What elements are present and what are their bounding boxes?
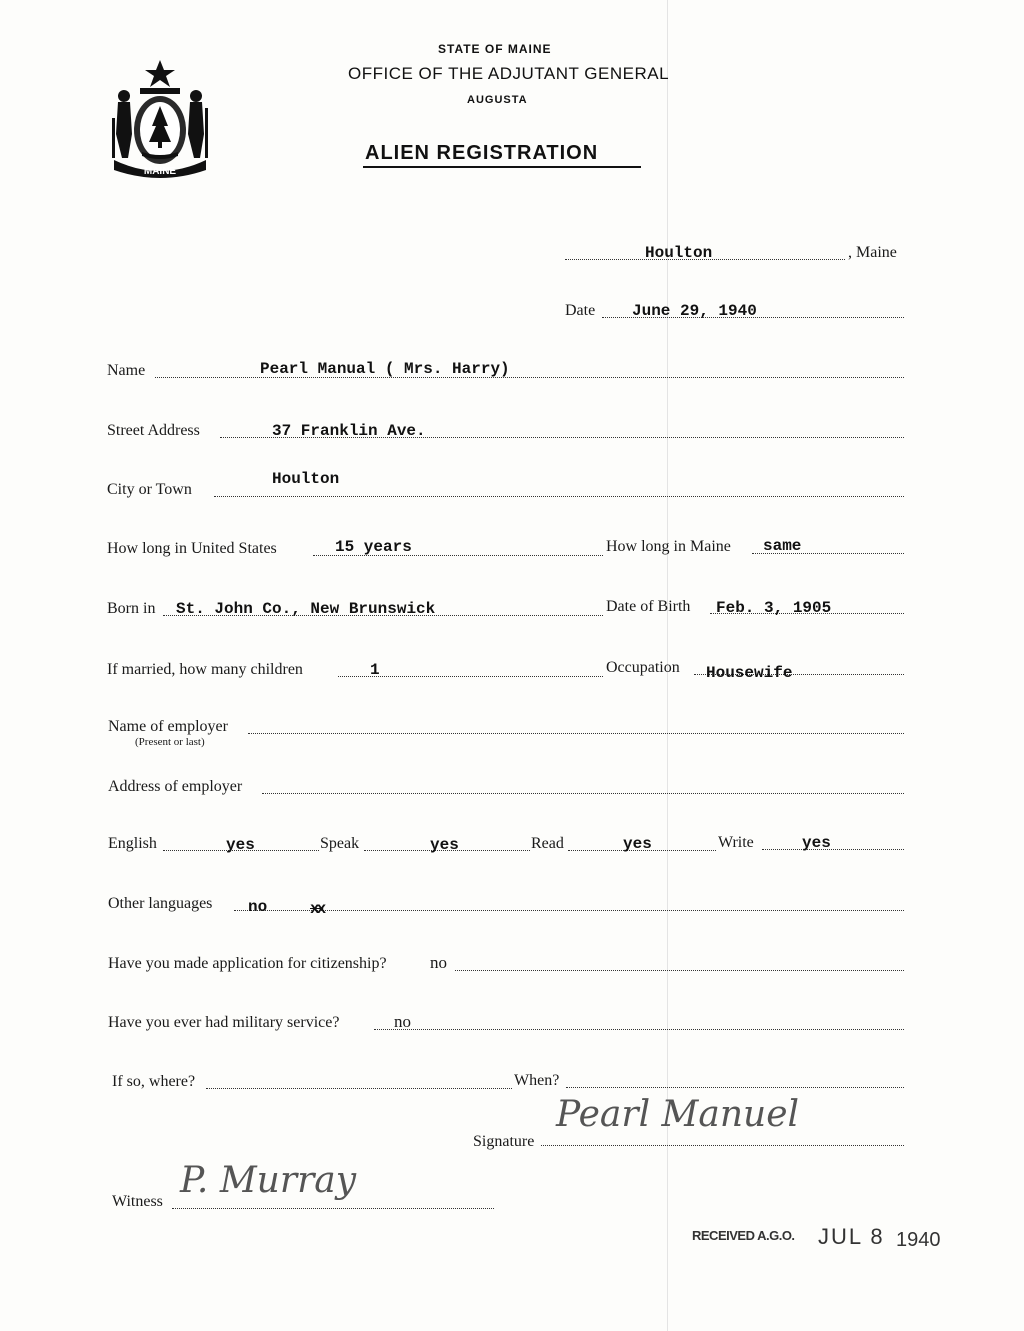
struck-out-text: xx: [310, 900, 324, 918]
state-heading: STATE OF MAINE: [438, 42, 552, 56]
place-value: Houlton: [645, 244, 713, 262]
city-label: City or Town: [107, 481, 192, 498]
military-label: Have you ever had military service?: [108, 1014, 340, 1031]
us-duration-label: How long in United States: [107, 540, 277, 557]
citizenship-line: [455, 970, 904, 971]
citizenship-label: Have you made application for citizenship?: [108, 955, 387, 972]
read-value: yes: [623, 835, 652, 853]
witness-line: [172, 1208, 494, 1209]
signature-value: Pearl Manuel: [556, 1094, 800, 1135]
received-stamp-text: RECEIVED A.G.O.: [692, 1228, 795, 1243]
dob-label: Date of Birth: [606, 598, 691, 615]
maine-duration-label: How long in Maine: [606, 538, 731, 555]
employer-line: [248, 733, 904, 734]
street-value: 37 Franklin Ave.: [272, 422, 426, 440]
occupation-label: Occupation: [606, 659, 680, 676]
where-label: If so, where?: [112, 1073, 196, 1090]
where-line: [206, 1088, 512, 1089]
write-label: Write: [718, 834, 754, 851]
born-in-label: Born in: [107, 600, 156, 617]
city-value: Houlton: [272, 470, 340, 488]
date-label: Date: [565, 302, 596, 319]
citizenship-value: no: [430, 953, 447, 972]
date-value: June 29, 1940: [632, 302, 757, 320]
us-duration-value: 15 years: [335, 538, 412, 556]
signature-label: Signature: [473, 1133, 535, 1150]
employer-sublabel: (Present or last): [135, 736, 205, 748]
write-line: [762, 849, 904, 850]
english-label: English: [108, 835, 157, 852]
name-value: Pearl Manual ( Mrs. Harry): [260, 360, 510, 378]
english-value: yes: [226, 836, 255, 854]
witness-label: Witness: [112, 1193, 163, 1210]
seal-banner-text: MAINE: [143, 166, 177, 177]
street-label: Street Address: [107, 422, 200, 439]
received-stamp-date: JUL 8: [818, 1224, 885, 1249]
city-heading: AUGUSTA: [467, 94, 528, 106]
signature-line: [541, 1145, 904, 1146]
dob-value: Feb. 3, 1905: [716, 599, 832, 617]
other-languages-line: [234, 910, 904, 911]
employer-address-label: Address of employer: [108, 778, 243, 795]
speak-label: Speak: [320, 835, 360, 852]
military-line: [374, 1029, 904, 1030]
employer-address-line: [262, 793, 904, 794]
maine-seal-icon: [108, 58, 212, 180]
other-languages-value: no: [248, 898, 268, 916]
occupation-value: Housewife: [706, 664, 793, 682]
employer-label: Name of employer: [108, 718, 228, 735]
born-in-value: St. John Co., New Brunswick: [176, 600, 436, 618]
office-heading: OFFICE OF THE ADJUTANT GENERAL: [348, 64, 670, 83]
place-suffix: , Maine: [848, 244, 897, 261]
witness-value: P. Murray: [180, 1160, 357, 1201]
form-title: ALIEN REGISTRATION: [365, 142, 599, 164]
maine-duration-value: same: [763, 537, 802, 555]
when-label: When?: [514, 1072, 560, 1089]
military-value: no: [394, 1012, 411, 1031]
city-line: [214, 496, 904, 497]
when-line: [566, 1087, 904, 1088]
name-label: Name: [107, 362, 146, 379]
received-stamp-year: 1940: [896, 1229, 941, 1251]
read-label: Read: [531, 835, 564, 852]
speak-value: yes: [430, 836, 459, 854]
children-value: 1: [370, 661, 380, 679]
other-languages-label: Other languages: [108, 895, 213, 912]
write-value: yes: [802, 834, 831, 852]
title-underline: [363, 166, 641, 168]
children-label: If married, how many children: [107, 661, 303, 678]
